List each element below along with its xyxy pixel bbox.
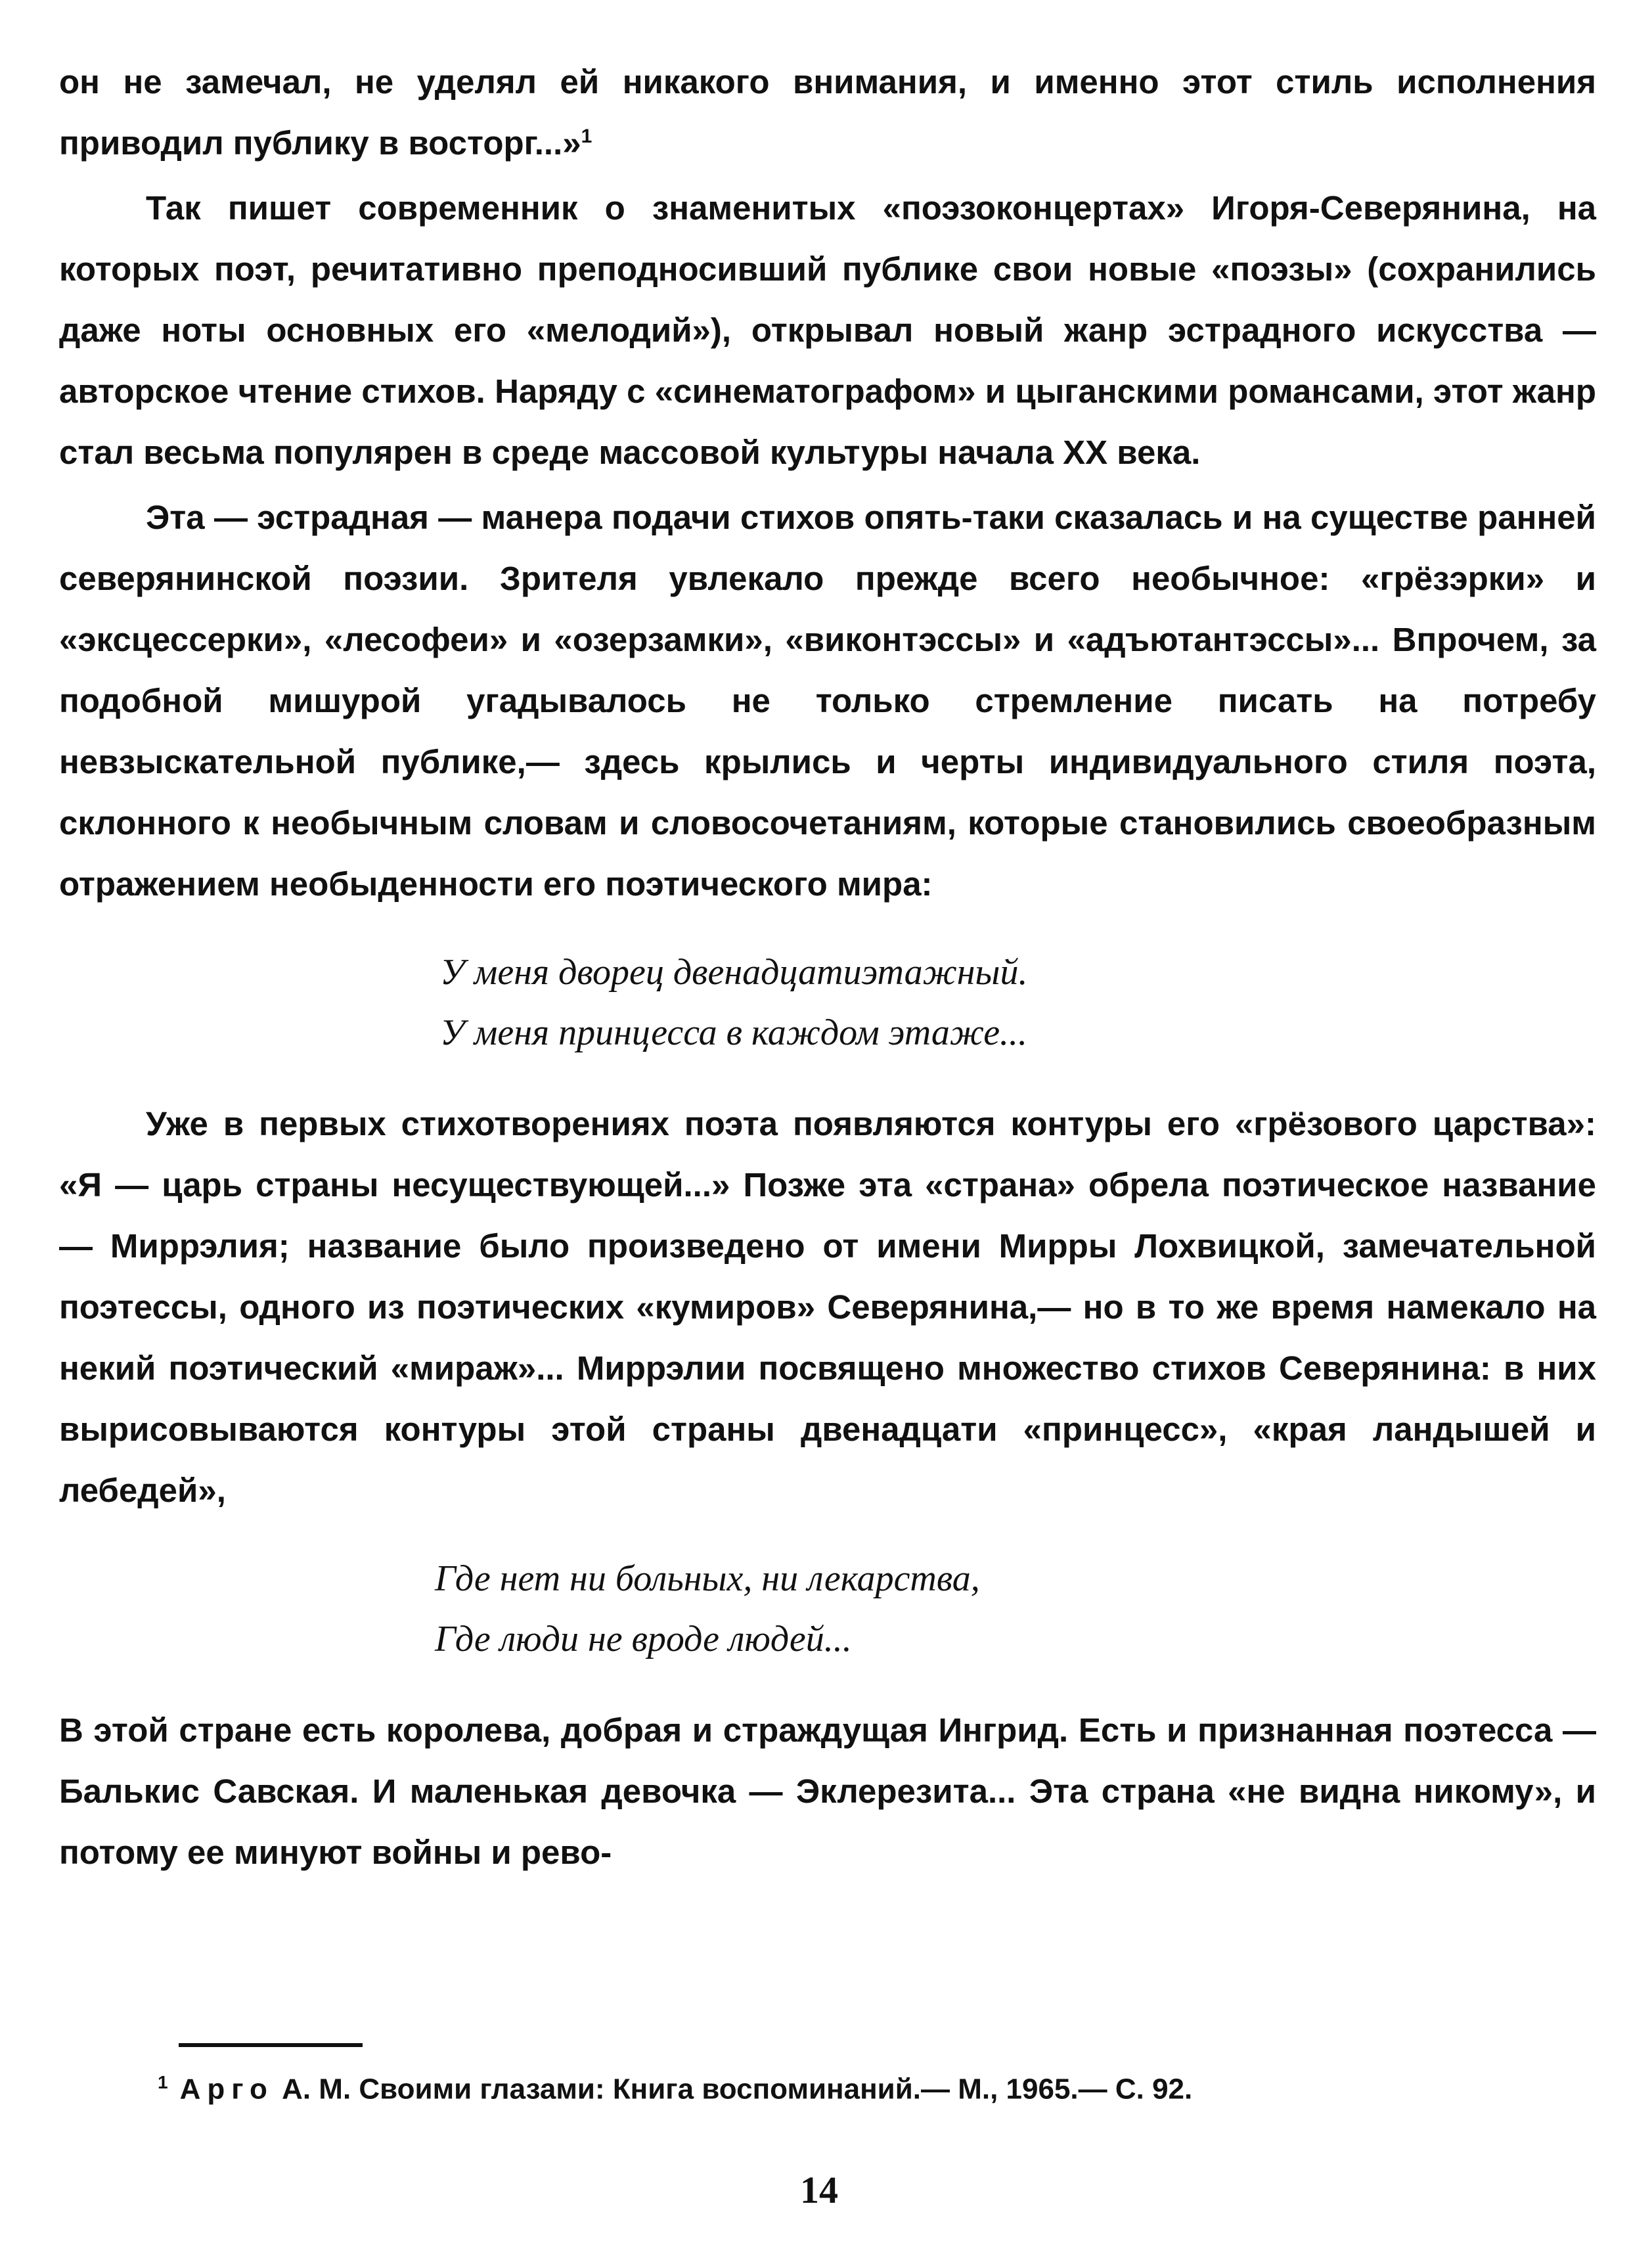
paragraph-queen-ingrid: В этой стране есть королева, добрая и страждущая Ингрид. Есть и признанная поэтесса — Балькис Савская. И маленькая девочка — Эклерезита... Эта страна «не видна никому», и потому ее минуют войны и рево-: [59, 1711, 1596, 1871]
footnote-reference: 1: [581, 125, 592, 147]
footnote-text: А. М. Своими глазами: Книга воспоминаний.— М., 1965.— С. 92.: [273, 2073, 1193, 2106]
paragraph-mirrelia: Уже в первых стихотворениях поэта появляются контуры его «грёзового царства»: «Я — царь страны несуществующей...» Позже эта «страна» обрела поэтическое название — Миррэлия; название было произведено от имени Мирры Лохвицкой, замечательной поэтессы, одного из поэтических «кумиров» Северянина,— но в то же время намекало на некий поэтический «мираж»... Миррэлии посвящено множество стихов Северянина: в них вырисовываются контуры этой страны двенадцати «принцесс», «края ландышей и лебедей»,: [59, 1105, 1596, 1509]
footnote: [158, 2063, 1192, 2109]
footnote-author: Арго: [179, 2073, 274, 2106]
page-body: [59, 51, 1596, 1883]
verse-quote-no-sick: [435, 1548, 1596, 1669]
verse-line: У меня дворец двенадцатиэтажный.: [440, 952, 1028, 993]
verse-line: Где люди не вроде людей...: [435, 1619, 852, 1659]
verse-line: Где нет ни больных, ни лекарства,: [435, 1558, 980, 1599]
paragraph-estrada-manner: Эта — эстрадная — манера подачи стихов опять-таки сказалась и на существе ранней северянинской поэзии. Зрителя увлекало прежде всего необычное: «грёзэрки» и «эксцессерки», «лесофеи» и «озерзамки», «виконтэссы» и «адъютантэссы»... Впрочем, за подобной мишурой угадывалось не только стремление писать на потребу невзыскательной публике,— здесь крылись и черты индивидуального стиля поэта, склонного к необычным словам и словосочетаниям, которые становились своеобразным отражением необыденности его поэтического мира:: [59, 499, 1596, 903]
paragraph-continuation: [59, 51, 1596, 173]
paragraph-text: он не замечал, не уделял ей никакого внимания, и именно этот стиль исполнения приводил публику в восторг...»: [59, 63, 1596, 162]
page-number: 14: [800, 2169, 838, 2211]
verse-quote-palace: [440, 942, 1596, 1063]
paragraph-poezoconcerts: Так пишет современник о знаменитых «поэзоконцертах» Игоря-Северянина, на которых поэт, речитативно преподносивший публике свои новые «поэзы» (сохранились даже ноты основных его «мелодий»), открывал новый жанр эстрадного искусства — авторское чтение стихов. Наряду с «синематографом» и цыганскими романсами, этот жанр стал весьма популярен в среде массовой культуры начала XX века.: [59, 189, 1596, 471]
footnote-divider: [179, 2043, 363, 2047]
verse-line: У меня принцесса в каждом этаже...: [440, 1012, 1028, 1053]
footnote-mark: 1: [158, 2072, 168, 2092]
